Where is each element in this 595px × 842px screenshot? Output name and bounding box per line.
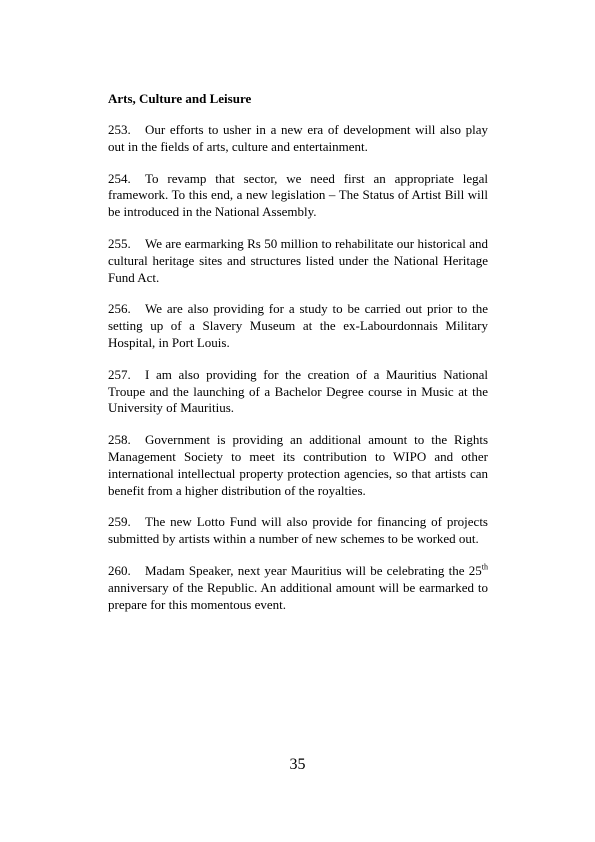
paragraph-260	[108, 563, 488, 613]
paragraph-253	[108, 122, 488, 156]
paragraph-text: We are earmarking Rs 50 million to rehabilitate our historical and cultural heritage sites and structures listed under the National Heritage Fund Act.	[108, 235, 488, 285]
page-number: 35	[289, 756, 306, 773]
paragraph-255	[108, 236, 488, 286]
document-body	[108, 90, 488, 628]
paragraph-number: 253.	[108, 122, 131, 137]
paragraph-257	[108, 367, 488, 417]
ordinal-superscript: th	[481, 562, 488, 572]
paragraph-number: 258.	[108, 432, 131, 448]
paragraph-number: 256.	[108, 301, 131, 317]
paragraph-number: 255.	[108, 235, 131, 251]
paragraph-text: Government is providing an additional amount to the Rights Management Society to meet its contribution to WIPO and other international intellectual property protection agencies, so that artists can benefit from a higher distribution of the royalties.	[108, 432, 488, 498]
paragraph-text: To revamp that sector, we need first an appropriate legal framework. To this end, a new legislation – The Status of Artist Bill will be introduced in the National Assembly.	[108, 170, 488, 220]
paragraph-256	[108, 301, 488, 351]
paragraph-text: The new Lotto Fund will also provide for financing of projects submitted by artists within a number of new schemes to be worked out.	[108, 514, 488, 547]
paragraph-number: 257.	[108, 366, 131, 382]
paragraph-number: 260.	[108, 562, 131, 578]
paragraph-text: Our efforts to usher in a new era of development will also play out in the fields of arts, culture and entertainment.	[108, 122, 488, 154]
paragraph-text: We are also providing for a study to be carried out prior to the setting up of a Slavery Museum at the ex-Labourdonnais Military Hospital, in Port Louis.	[108, 301, 488, 350]
paragraph-258	[108, 432, 488, 499]
paragraph-254	[108, 171, 488, 221]
paragraph-text-after: anniversary of the Republic. An additional amount will be earmarked to prepare for this momentous event.	[108, 579, 488, 612]
paragraph-259	[108, 514, 488, 548]
paragraph-number: 254.	[108, 170, 131, 186]
section-heading: Arts, Culture and Leisure	[108, 91, 252, 106]
paragraph-text: I am also providing for the creation of a Mauritius National Troupe and the launching of a Bachelor Degree course in Music at the University of Mauritius.	[108, 366, 488, 416]
paragraph-number: 259.	[108, 514, 131, 530]
paragraph-text-before: Madam Speaker, next year Mauritius will be celebrating the 25	[145, 562, 482, 578]
